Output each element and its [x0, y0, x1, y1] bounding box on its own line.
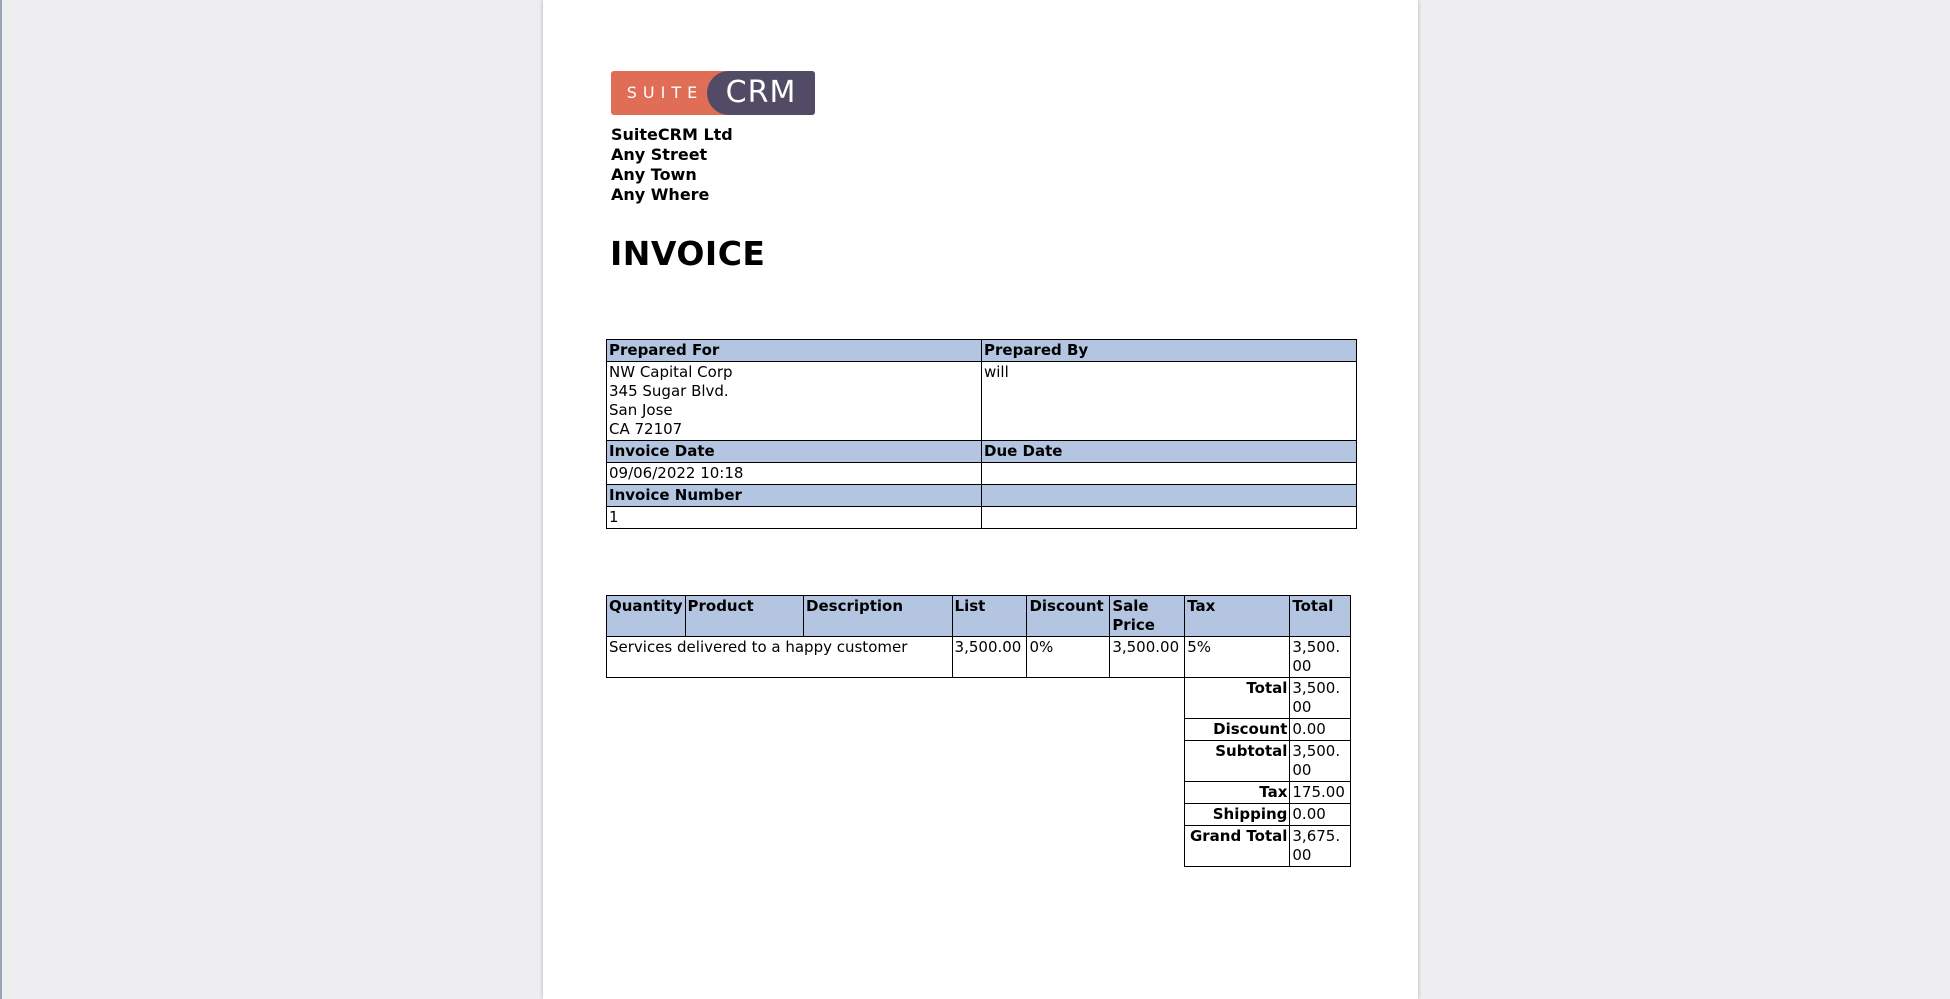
discount-total-value: 0.00 [1290, 719, 1351, 741]
subtotal-value: 3,500.00 [1290, 741, 1351, 782]
window-edge [0, 0, 2, 999]
item-total: 3,500.00 [1290, 637, 1351, 678]
tax-total-label: Tax [1185, 782, 1290, 804]
client-street: 345 Sugar Blvd. [609, 382, 729, 400]
item-description: Services delivered to a happy customer [607, 637, 953, 678]
item-list: 3,500.00 [952, 637, 1027, 678]
total-value: 3,500.00 [1290, 678, 1351, 719]
subtotal-label: Subtotal [1185, 741, 1290, 782]
item-sale-price: 3,500.00 [1110, 637, 1185, 678]
line-items-table [606, 595, 1351, 867]
prepared-by-value: will [982, 362, 1357, 441]
invoice-page [543, 0, 1418, 999]
invoice-number-label: Invoice Number [607, 485, 982, 507]
suitecrm-logo [611, 71, 815, 115]
total-label: Total [1185, 678, 1290, 719]
company-street: Any Street [611, 145, 708, 164]
logo-suite-text: SUITE [626, 83, 704, 102]
col-sale-price-line1: Sale [1112, 597, 1149, 615]
info-empty-cell [982, 507, 1357, 529]
prepared-by-label: Prepared By [982, 340, 1357, 362]
invoice-number-value: 1 [607, 507, 982, 529]
prepared-for-address [607, 362, 982, 441]
shipping-value: 0.00 [1290, 804, 1351, 826]
company-address [611, 125, 733, 205]
due-date-label: Due Date [982, 441, 1357, 463]
col-total: Total [1290, 596, 1351, 637]
logo-crm-text: CRM [707, 71, 815, 115]
invoice-date-label: Invoice Date [607, 441, 982, 463]
grand-total-value: 3,675.00 [1290, 826, 1351, 867]
due-date-value [982, 463, 1357, 485]
company-name: SuiteCRM Ltd [611, 125, 733, 144]
table-row [607, 637, 1351, 678]
client-name: NW Capital Corp [609, 363, 733, 381]
col-sale-price-line2: Price [1112, 616, 1155, 634]
col-tax: Tax [1185, 596, 1290, 637]
client-city: San Jose [609, 401, 673, 419]
col-sale-price [1110, 596, 1185, 637]
info-empty-header [982, 485, 1357, 507]
col-quantity: Quantity [607, 596, 686, 637]
invoice-title: INVOICE [610, 234, 766, 273]
invoice-info-table [606, 339, 1357, 529]
col-description: Description [804, 596, 953, 637]
client-state-zip: CA 72107 [609, 420, 683, 438]
company-region: Any Where [611, 185, 710, 204]
invoice-date-value: 09/06/2022 10:18 [607, 463, 982, 485]
col-product: Product [685, 596, 804, 637]
col-list: List [952, 596, 1027, 637]
grand-total-label: Grand Total [1185, 826, 1290, 867]
tax-total-value: 175.00 [1290, 782, 1351, 804]
prepared-for-label: Prepared For [607, 340, 982, 362]
shipping-label: Shipping [1185, 804, 1290, 826]
company-town: Any Town [611, 165, 697, 184]
item-discount: 0% [1027, 637, 1110, 678]
discount-total-label: Discount [1185, 719, 1290, 741]
col-discount: Discount [1027, 596, 1110, 637]
item-tax: 5% [1185, 637, 1290, 678]
